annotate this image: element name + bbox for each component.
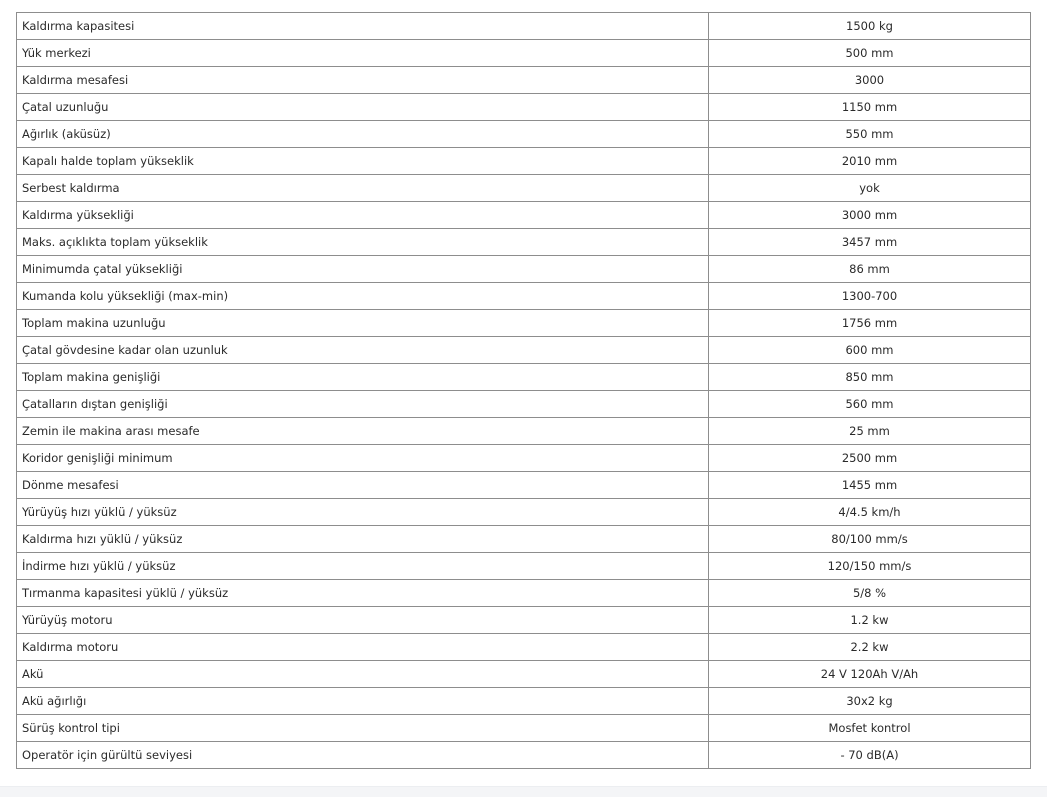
spec-label: Çatal gövdesine kadar olan uzunluk — [17, 337, 709, 364]
spec-label: Çatalların dıştan genişliği — [17, 391, 709, 418]
table-row — [17, 580, 1031, 607]
spec-label: Tırmanma kapasitesi yüklü / yüksüz — [17, 580, 709, 607]
spec-value: yok — [709, 175, 1031, 202]
table-row — [17, 607, 1031, 634]
spec-label: Serbest kaldırma — [17, 175, 709, 202]
spec-value: 86 mm — [709, 256, 1031, 283]
spec-value: 550 mm — [709, 121, 1031, 148]
table-row — [17, 202, 1031, 229]
spec-table — [16, 12, 1031, 769]
table-row — [17, 553, 1031, 580]
table-row — [17, 661, 1031, 688]
table-row — [17, 337, 1031, 364]
spec-value: 25 mm — [709, 418, 1031, 445]
spec-label: Toplam makina uzunluğu — [17, 310, 709, 337]
spec-value: 2500 mm — [709, 445, 1031, 472]
table-row — [17, 418, 1031, 445]
spec-label: Zemin ile makina arası mesafe — [17, 418, 709, 445]
table-row — [17, 715, 1031, 742]
spec-value: 24 V 120Ah V/Ah — [709, 661, 1031, 688]
spec-value: 80/100 mm/s — [709, 526, 1031, 553]
spec-label: Kaldırma yüksekliği — [17, 202, 709, 229]
spec-label: Kapalı halde toplam yükseklik — [17, 148, 709, 175]
table-row — [17, 742, 1031, 769]
table-row — [17, 148, 1031, 175]
spec-label: Koridor genişliği minimum — [17, 445, 709, 472]
spec-value: Mosfet kontrol — [709, 715, 1031, 742]
table-row — [17, 67, 1031, 94]
spec-label: Yük merkezi — [17, 40, 709, 67]
spec-label: Maks. açıklıkta toplam yükseklik — [17, 229, 709, 256]
spec-label: Minimumda çatal yüksekliği — [17, 256, 709, 283]
spec-label: Operatör için gürültü seviyesi — [17, 742, 709, 769]
table-row — [17, 472, 1031, 499]
spec-label: Yürüyüş motoru — [17, 607, 709, 634]
spec-label: Ağırlık (aküsüz) — [17, 121, 709, 148]
table-row — [17, 688, 1031, 715]
spec-label: Sürüş kontrol tipi — [17, 715, 709, 742]
table-row — [17, 499, 1031, 526]
table-row — [17, 634, 1031, 661]
table-row — [17, 283, 1031, 310]
table-row — [17, 364, 1031, 391]
spec-value: 4/4.5 km/h — [709, 499, 1031, 526]
spec-value: 3000 — [709, 67, 1031, 94]
spec-label: Kaldırma hızı yüklü / yüksüz — [17, 526, 709, 553]
table-row — [17, 13, 1031, 40]
table-row — [17, 391, 1031, 418]
spec-label: Dönme mesafesi — [17, 472, 709, 499]
spec-value: 2010 mm — [709, 148, 1031, 175]
table-row — [17, 445, 1031, 472]
spec-value: 2.2 kw — [709, 634, 1031, 661]
spec-value: 600 mm — [709, 337, 1031, 364]
spec-value: 850 mm — [709, 364, 1031, 391]
page-footer-strip — [0, 786, 1047, 797]
spec-value: 560 mm — [709, 391, 1031, 418]
spec-label: Toplam makina genişliği — [17, 364, 709, 391]
table-row — [17, 121, 1031, 148]
spec-value: 3000 mm — [709, 202, 1031, 229]
spec-label: İndirme hızı yüklü / yüksüz — [17, 553, 709, 580]
spec-value: 500 mm — [709, 40, 1031, 67]
spec-label: Kaldırma kapasitesi — [17, 13, 709, 40]
spec-value: - 70 dB(A) — [709, 742, 1031, 769]
spec-value: 1455 mm — [709, 472, 1031, 499]
spec-label: Kaldırma motoru — [17, 634, 709, 661]
table-row — [17, 40, 1031, 67]
spec-value: 5/8 % — [709, 580, 1031, 607]
spec-value: 120/150 mm/s — [709, 553, 1031, 580]
spec-label: Akü ağırlığı — [17, 688, 709, 715]
spec-value: 1150 mm — [709, 94, 1031, 121]
table-row — [17, 310, 1031, 337]
table-row — [17, 94, 1031, 121]
spec-value: 30x2 kg — [709, 688, 1031, 715]
spec-label: Akü — [17, 661, 709, 688]
table-row — [17, 175, 1031, 202]
table-row — [17, 526, 1031, 553]
spec-label: Çatal uzunluğu — [17, 94, 709, 121]
spec-value: 1300-700 — [709, 283, 1031, 310]
spec-value: 1500 kg — [709, 13, 1031, 40]
spec-label: Kumanda kolu yüksekliği (max-min) — [17, 283, 709, 310]
table-row — [17, 256, 1031, 283]
table-row — [17, 229, 1031, 256]
spec-table-body — [17, 13, 1031, 769]
spec-label: Kaldırma mesafesi — [17, 67, 709, 94]
spec-value: 3457 mm — [709, 229, 1031, 256]
spec-label: Yürüyüş hızı yüklü / yüksüz — [17, 499, 709, 526]
spec-value: 1.2 kw — [709, 607, 1031, 634]
spec-value: 1756 mm — [709, 310, 1031, 337]
